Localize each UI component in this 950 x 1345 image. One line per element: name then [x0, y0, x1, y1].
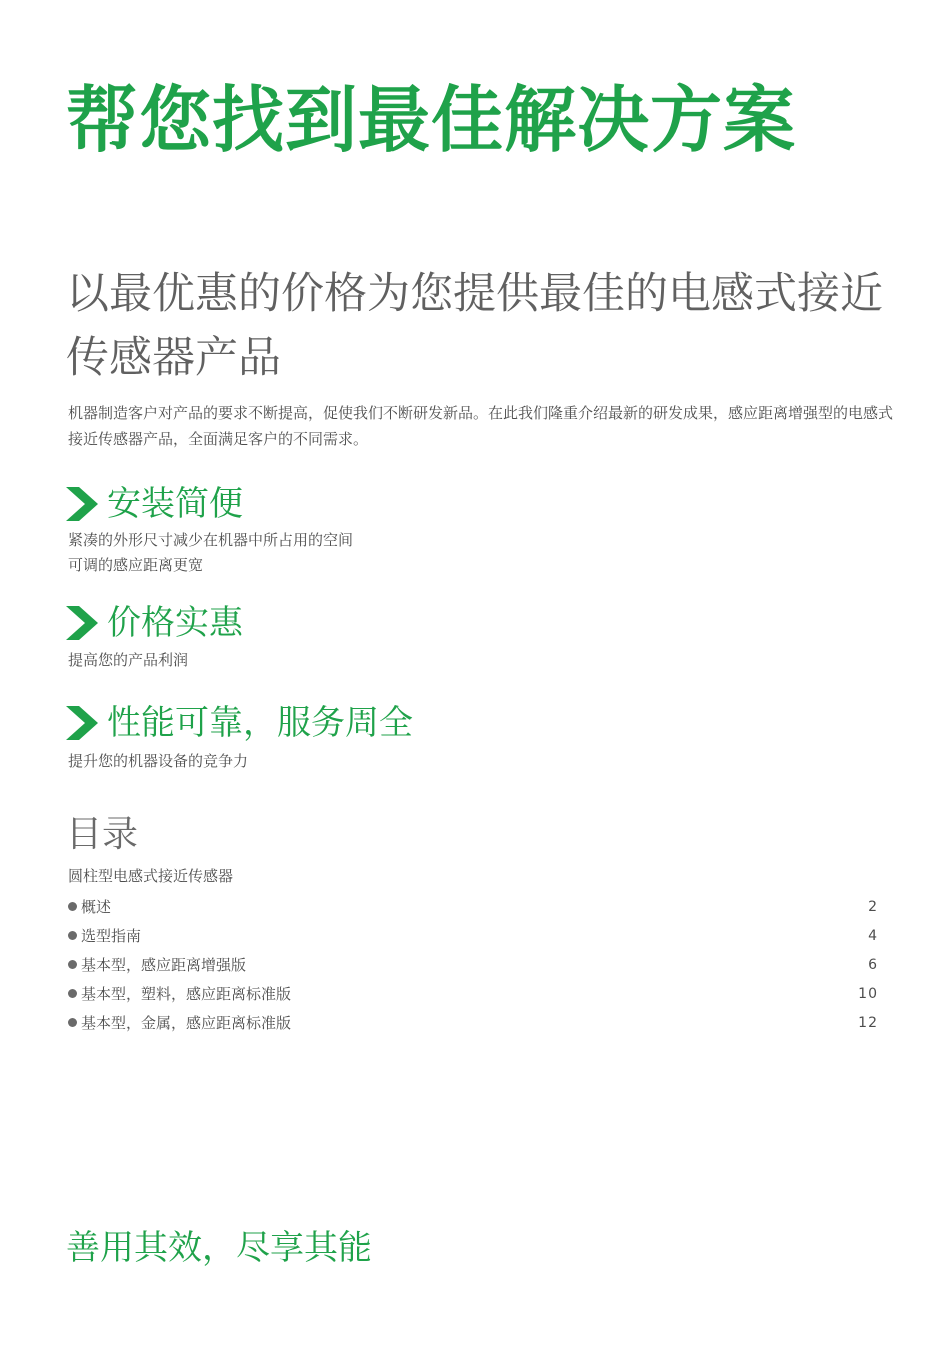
toc-item-page: 6	[868, 956, 878, 973]
toc-item-left	[66, 896, 111, 917]
feature-title-reliable	[66, 701, 413, 745]
intro-headline: 以最优惠的价格为您提供最佳的电感式接近传感器产品	[66, 269, 883, 383]
toc-item-overview[interactable]	[66, 892, 878, 921]
bullet-dot-icon	[68, 902, 77, 911]
footer-tagline: 善用其效，尽享其能	[66, 1228, 372, 1268]
feature-desc-line: 紧凑的外形尺寸减少在机器中所占用的空间	[68, 531, 354, 549]
bullet-dot-icon	[68, 960, 77, 969]
toc-item-basic-plastic-standard[interactable]	[66, 979, 878, 1008]
chevron-right-icon	[66, 487, 98, 521]
toc-item-page: 4	[868, 927, 878, 944]
toc-item-label: 选型指南	[81, 927, 142, 945]
page-title: 帮您找到最佳解决方案	[66, 78, 797, 162]
bullet-dot-icon	[68, 931, 77, 940]
intro-body: 机器制造客户对产品的要求不断提高，促使我们不断研发新品。在此我们隆重介绍最新的研发成果，感应距离增强型的电感式接近传感器产品，全面满足客户的不同需求。	[68, 404, 894, 448]
feature-title-text: 价格实惠	[107, 603, 243, 643]
bullet-dot-icon	[68, 1018, 77, 1027]
chevron-right-icon	[66, 706, 98, 740]
toc-item-left	[66, 983, 291, 1004]
toc-item-page: 2	[868, 898, 878, 915]
toc-item-basic-extended[interactable]	[66, 950, 878, 979]
toc-item-label: 概述	[81, 898, 112, 916]
toc-section-title: 圆柱型电感式接近传感器	[68, 867, 234, 885]
toc-item-basic-metal-standard[interactable]	[66, 1008, 878, 1037]
feature-title-text: 性能可靠，服务周全	[107, 703, 413, 743]
toc-item-selection-guide[interactable]	[66, 921, 878, 950]
toc-item-page: 12	[858, 1014, 878, 1031]
toc-item-page: 10	[858, 985, 878, 1002]
toc-item-left	[66, 925, 141, 946]
feature-desc-line: 提升您的机器设备的竞争力	[68, 752, 249, 770]
feature-desc-line: 提高您的产品利润	[68, 651, 189, 669]
toc-item-label: 基本型，感应距离增强版	[81, 956, 247, 974]
feature-title-easy-install	[66, 482, 243, 526]
toc-item-left	[66, 1012, 291, 1033]
toc-item-label: 基本型，金属，感应距离标准版	[81, 1014, 292, 1032]
toc-item-left	[66, 954, 246, 975]
toc-list	[66, 892, 878, 1037]
feature-title-affordable	[66, 601, 243, 645]
toc-heading: 目录	[66, 814, 139, 855]
bullet-dot-icon	[68, 989, 77, 998]
toc-item-label: 基本型，塑料，感应距离标准版	[81, 985, 292, 1003]
feature-title-text: 安装简便	[107, 484, 243, 524]
chevron-right-icon	[66, 606, 98, 640]
feature-desc-line: 可调的感应距离更宽	[68, 556, 204, 574]
